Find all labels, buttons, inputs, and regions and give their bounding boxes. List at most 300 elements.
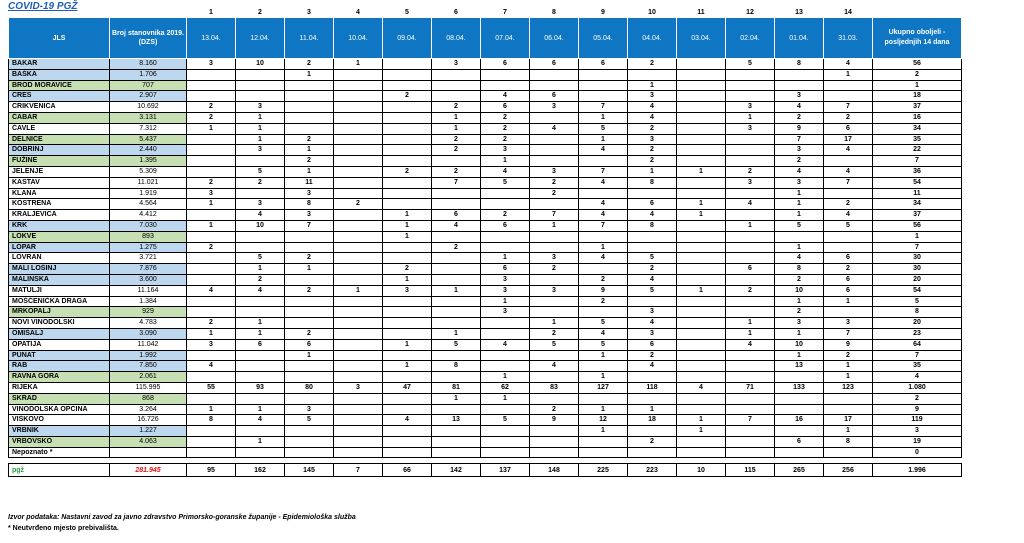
table-row [9, 69, 962, 80]
case-count-cell: 93 [236, 382, 285, 393]
case-count-cell: 1 [285, 69, 334, 80]
municipality-name: KRK [9, 220, 110, 231]
total-cell: 8 [873, 307, 962, 318]
sum-count-cell: 142 [432, 464, 481, 477]
total-cell: 18 [873, 91, 962, 102]
case-count-cell [726, 156, 775, 167]
case-count-cell: 8 [775, 264, 824, 275]
sum-total: 1.996 [873, 464, 962, 477]
case-count-cell: 1 [677, 199, 726, 210]
column-number: 13 [795, 8, 803, 16]
case-count-cell [726, 69, 775, 80]
case-count-cell: 2 [236, 274, 285, 285]
case-count-cell [432, 436, 481, 447]
population-cell: 1.384 [110, 296, 187, 307]
case-count-cell: 2 [579, 274, 628, 285]
case-count-cell: 5 [236, 253, 285, 264]
case-count-cell [579, 156, 628, 167]
case-count-cell: 1 [824, 296, 873, 307]
case-count-cell: 12 [579, 415, 628, 426]
column-number: 8 [552, 8, 556, 16]
case-count-cell: 4 [628, 102, 677, 113]
total-cell: 4 [873, 372, 962, 383]
case-count-cell [383, 112, 432, 123]
case-count-cell [334, 166, 383, 177]
case-count-cell [530, 145, 579, 156]
table-row [9, 199, 962, 210]
case-count-cell: 1 [236, 318, 285, 329]
case-count-cell: 3 [187, 188, 236, 199]
sum-population: 281.945 [110, 464, 187, 477]
case-count-cell [236, 350, 285, 361]
case-count-cell [481, 447, 530, 458]
table-row [9, 102, 962, 113]
case-count-cell: 3 [481, 285, 530, 296]
case-count-cell [677, 307, 726, 318]
table-row [9, 307, 962, 318]
case-count-cell: 2 [824, 112, 873, 123]
case-count-cell: 1 [383, 231, 432, 242]
case-count-cell [285, 372, 334, 383]
case-count-cell: 6 [628, 339, 677, 350]
case-count-cell [432, 69, 481, 80]
case-count-cell: 10 [775, 339, 824, 350]
population-cell: 1.395 [110, 156, 187, 167]
case-count-cell: 6 [824, 274, 873, 285]
case-count-cell: 7 [726, 415, 775, 426]
case-count-cell [677, 350, 726, 361]
municipality-name: KASTAV [9, 177, 110, 188]
total-cell: 56 [873, 220, 962, 231]
case-count-cell: 7 [824, 177, 873, 188]
case-count-cell: 6 [824, 285, 873, 296]
case-count-cell [187, 296, 236, 307]
case-count-cell [432, 156, 481, 167]
case-count-cell: 7 [579, 102, 628, 113]
case-count-cell [187, 156, 236, 167]
case-count-cell: 1 [824, 426, 873, 437]
case-count-cell: 1 [726, 318, 775, 329]
case-count-cell: 7 [775, 134, 824, 145]
case-count-cell: 3 [530, 102, 579, 113]
case-count-cell [775, 372, 824, 383]
case-count-cell [285, 231, 334, 242]
case-count-cell: 8 [187, 415, 236, 426]
municipality-name: BROD MORAVICE [9, 80, 110, 91]
total-cell: 3 [873, 426, 962, 437]
case-count-cell: 1 [775, 210, 824, 221]
case-count-cell: 123 [824, 382, 873, 393]
table-row [9, 59, 962, 70]
case-count-cell: 1 [775, 328, 824, 339]
case-count-cell: 3 [824, 318, 873, 329]
case-count-cell: 6 [481, 102, 530, 113]
case-count-cell [677, 404, 726, 415]
case-count-cell [236, 69, 285, 80]
case-count-cell [824, 80, 873, 91]
case-count-cell: 4 [824, 166, 873, 177]
case-count-cell [285, 447, 334, 458]
case-count-cell [579, 264, 628, 275]
case-count-cell [236, 188, 285, 199]
case-count-cell [334, 134, 383, 145]
case-count-cell [824, 188, 873, 199]
table-row [9, 436, 962, 447]
case-count-cell: 8 [628, 220, 677, 231]
case-count-cell: 3 [432, 59, 481, 70]
case-count-cell [236, 307, 285, 318]
case-count-cell [187, 145, 236, 156]
case-count-cell: 118 [628, 382, 677, 393]
case-count-cell [236, 393, 285, 404]
case-count-cell [334, 102, 383, 113]
case-count-cell: 4 [383, 415, 432, 426]
case-count-cell [481, 361, 530, 372]
case-count-cell [187, 210, 236, 221]
case-count-cell: 2 [775, 274, 824, 285]
case-count-cell: 3 [628, 91, 677, 102]
case-count-cell: 9 [775, 123, 824, 134]
municipality-name: KOSTRENA [9, 199, 110, 210]
case-count-cell [334, 372, 383, 383]
case-count-cell [285, 274, 334, 285]
table-row [9, 80, 962, 91]
case-count-cell: 6 [530, 91, 579, 102]
footnote: * Neutvrđeno mjesto prebivališta. [8, 525, 119, 532]
case-count-cell: 8 [285, 199, 334, 210]
municipality-name: CRES [9, 91, 110, 102]
case-count-cell [628, 231, 677, 242]
case-count-cell: 2 [628, 264, 677, 275]
case-count-cell: 1 [579, 372, 628, 383]
case-count-cell [481, 328, 530, 339]
table-row [9, 285, 962, 296]
case-count-cell: 1 [775, 199, 824, 210]
case-count-cell [628, 188, 677, 199]
table-row [9, 188, 962, 199]
header-row [9, 18, 962, 59]
case-count-cell: 1 [628, 166, 677, 177]
case-count-cell [285, 102, 334, 113]
case-count-cell [187, 253, 236, 264]
case-count-cell [334, 264, 383, 275]
case-count-cell [677, 436, 726, 447]
total-cell: 64 [873, 339, 962, 350]
case-count-cell [383, 426, 432, 437]
case-count-cell [187, 166, 236, 177]
case-count-cell: 5 [579, 123, 628, 134]
population-cell: 7.030 [110, 220, 187, 231]
case-count-cell: 1 [824, 361, 873, 372]
header-date: 01.04. [775, 18, 824, 59]
case-count-cell [677, 447, 726, 458]
case-count-cell: 83 [530, 382, 579, 393]
population-cell: 3.721 [110, 253, 187, 264]
case-count-cell: 1 [677, 210, 726, 221]
case-count-cell [481, 436, 530, 447]
case-count-cell [530, 80, 579, 91]
case-count-cell: 1 [285, 350, 334, 361]
case-count-cell [579, 80, 628, 91]
case-count-cell: 1 [187, 328, 236, 339]
column-number: 14 [844, 8, 852, 16]
case-count-cell [824, 307, 873, 318]
case-count-cell: 5 [579, 339, 628, 350]
case-count-cell: 2 [530, 404, 579, 415]
municipality-name: PUNAT [9, 350, 110, 361]
case-count-cell: 1 [677, 166, 726, 177]
case-count-cell [236, 426, 285, 437]
case-count-cell: 3 [628, 307, 677, 318]
header-date: 08.04. [432, 18, 481, 59]
column-number: 11 [697, 8, 705, 16]
case-count-cell: 133 [775, 382, 824, 393]
case-count-cell: 3 [775, 318, 824, 329]
case-count-cell: 2 [187, 242, 236, 253]
total-cell: 11 [873, 188, 962, 199]
case-count-cell: 2 [726, 166, 775, 177]
case-count-cell [579, 231, 628, 242]
case-count-cell [481, 404, 530, 415]
case-count-cell: 5 [726, 59, 775, 70]
case-count-cell [628, 69, 677, 80]
case-count-cell: 10 [775, 285, 824, 296]
case-count-cell [677, 318, 726, 329]
header-date: 02.04. [726, 18, 775, 59]
municipality-name: ČAVLE [9, 123, 110, 134]
case-count-cell: 3 [530, 253, 579, 264]
case-count-cell [481, 318, 530, 329]
case-count-cell: 6 [628, 199, 677, 210]
case-count-cell [432, 404, 481, 415]
case-count-cell: 2 [530, 328, 579, 339]
case-count-cell: 2 [432, 134, 481, 145]
total-cell: 1 [873, 231, 962, 242]
case-count-cell: 2 [481, 123, 530, 134]
municipality-name: VIŠKOVO [9, 415, 110, 426]
case-count-cell: 2 [285, 328, 334, 339]
case-count-cell [579, 361, 628, 372]
case-count-cell [775, 404, 824, 415]
case-count-cell: 7 [530, 210, 579, 221]
case-count-cell [383, 59, 432, 70]
case-count-cell [334, 426, 383, 437]
case-count-cell: 1 [285, 145, 334, 156]
case-count-cell: 2 [579, 296, 628, 307]
case-count-cell [677, 242, 726, 253]
notes [8, 514, 356, 536]
table-row [9, 91, 962, 102]
case-count-cell [383, 177, 432, 188]
case-count-cell [383, 102, 432, 113]
population-cell: 929 [110, 307, 187, 318]
case-count-cell [579, 393, 628, 404]
population-cell: 7.876 [110, 264, 187, 275]
case-count-cell [334, 231, 383, 242]
case-count-cell: 5 [579, 318, 628, 329]
municipality-name: RAVNA GORA [9, 372, 110, 383]
case-count-cell: 4 [628, 112, 677, 123]
case-count-cell [726, 361, 775, 372]
case-count-cell: 2 [628, 145, 677, 156]
municipality-name: RAB [9, 361, 110, 372]
case-count-cell [383, 436, 432, 447]
case-count-cell: 2 [187, 177, 236, 188]
total-cell: 54 [873, 285, 962, 296]
column-number: 6 [454, 8, 458, 16]
sum-count-cell: 162 [236, 464, 285, 477]
case-count-cell: 1 [432, 112, 481, 123]
case-count-cell: 1 [677, 285, 726, 296]
case-count-cell: 1 [579, 404, 628, 415]
case-count-cell: 2 [628, 156, 677, 167]
case-count-cell [187, 350, 236, 361]
case-count-cell [726, 210, 775, 221]
case-count-cell: 2 [775, 156, 824, 167]
case-count-cell [824, 447, 873, 458]
table-row [9, 318, 962, 329]
case-count-cell [628, 296, 677, 307]
case-count-cell: 4 [579, 328, 628, 339]
municipality-name: Nepoznato * [9, 447, 110, 458]
case-count-cell [432, 188, 481, 199]
case-count-cell [285, 436, 334, 447]
case-count-cell [775, 393, 824, 404]
case-count-cell [481, 231, 530, 242]
case-count-cell [677, 339, 726, 350]
total-cell: 34 [873, 123, 962, 134]
case-count-cell: 3 [530, 285, 579, 296]
case-count-cell [677, 134, 726, 145]
case-count-cell: 1 [383, 361, 432, 372]
case-count-cell: 1 [530, 318, 579, 329]
municipality-name: LOPAR [9, 242, 110, 253]
case-count-cell [530, 274, 579, 285]
total-cell: 7 [873, 350, 962, 361]
header-date: 31.03. [824, 18, 873, 59]
case-count-cell: 1 [824, 69, 873, 80]
population-cell: 1.275 [110, 242, 187, 253]
municipality-name: VRBOVSKO [9, 436, 110, 447]
population-cell: 1.919 [110, 188, 187, 199]
case-count-cell [530, 112, 579, 123]
sum-count-cell: 95 [187, 464, 236, 477]
header-date: 10.04. [334, 18, 383, 59]
case-count-cell [775, 80, 824, 91]
sum-count-cell: 223 [628, 464, 677, 477]
case-count-cell: 3 [628, 328, 677, 339]
case-count-cell [579, 188, 628, 199]
case-count-cell [334, 339, 383, 350]
case-count-cell: 4 [628, 210, 677, 221]
sum-count-cell: 66 [383, 464, 432, 477]
case-count-cell: 1 [775, 188, 824, 199]
case-count-cell: 4 [481, 166, 530, 177]
population-cell: 3.090 [110, 328, 187, 339]
case-count-cell [334, 210, 383, 221]
table-row [9, 166, 962, 177]
table-row [9, 361, 962, 372]
case-count-cell: 2 [481, 134, 530, 145]
case-count-cell [383, 188, 432, 199]
table-row [9, 145, 962, 156]
case-count-cell: 6 [432, 210, 481, 221]
case-count-cell: 3 [530, 166, 579, 177]
municipality-name: DELNICE [9, 134, 110, 145]
case-count-cell [236, 361, 285, 372]
case-count-cell: 3 [236, 102, 285, 113]
sum-count-cell: 7 [334, 464, 383, 477]
case-count-cell [481, 242, 530, 253]
case-count-cell [383, 318, 432, 329]
case-count-cell: 8 [824, 436, 873, 447]
case-count-cell: 1 [726, 328, 775, 339]
case-count-cell: 4 [236, 285, 285, 296]
header-date: 11.04. [285, 18, 334, 59]
case-count-cell: 1 [481, 253, 530, 264]
case-count-cell [383, 80, 432, 91]
column-number: 10 [648, 8, 656, 16]
case-count-cell: 2 [481, 112, 530, 123]
case-count-cell [726, 231, 775, 242]
case-count-cell: 9 [824, 339, 873, 350]
case-count-cell: 2 [432, 145, 481, 156]
case-count-cell [579, 447, 628, 458]
sum-label: pgž [9, 464, 110, 477]
table-row [9, 264, 962, 275]
case-count-cell [530, 350, 579, 361]
case-count-cell [432, 264, 481, 275]
table-row [9, 328, 962, 339]
case-count-cell [628, 242, 677, 253]
case-count-cell [726, 134, 775, 145]
total-cell: 16 [873, 112, 962, 123]
case-count-cell [334, 242, 383, 253]
case-count-cell: 5 [236, 166, 285, 177]
case-count-cell: 2 [628, 436, 677, 447]
total-cell: 36 [873, 166, 962, 177]
municipality-name: MALINSKA [9, 274, 110, 285]
case-count-cell: 4 [726, 339, 775, 350]
case-count-cell: 2 [726, 285, 775, 296]
case-count-cell: 11 [285, 177, 334, 188]
case-count-cell: 4 [579, 177, 628, 188]
case-count-cell [677, 361, 726, 372]
case-count-cell: 3 [187, 59, 236, 70]
case-count-cell: 1 [432, 123, 481, 134]
column-number: 3 [307, 8, 311, 16]
case-count-cell [432, 199, 481, 210]
case-count-cell [334, 415, 383, 426]
table-row [9, 177, 962, 188]
case-count-cell [726, 274, 775, 285]
case-count-cell: 1 [432, 285, 481, 296]
case-count-cell: 1 [236, 134, 285, 145]
case-count-cell [824, 242, 873, 253]
case-count-cell: 13 [775, 361, 824, 372]
case-count-cell: 6 [481, 59, 530, 70]
case-count-cell: 3 [775, 91, 824, 102]
case-count-cell: 1 [285, 264, 334, 275]
population-cell: 11.042 [110, 339, 187, 350]
case-count-cell: 1 [481, 393, 530, 404]
case-count-cell [628, 447, 677, 458]
population-cell: 7.312 [110, 123, 187, 134]
case-count-cell [824, 91, 873, 102]
table-row [9, 296, 962, 307]
population-cell: 4.063 [110, 436, 187, 447]
case-count-cell [677, 372, 726, 383]
